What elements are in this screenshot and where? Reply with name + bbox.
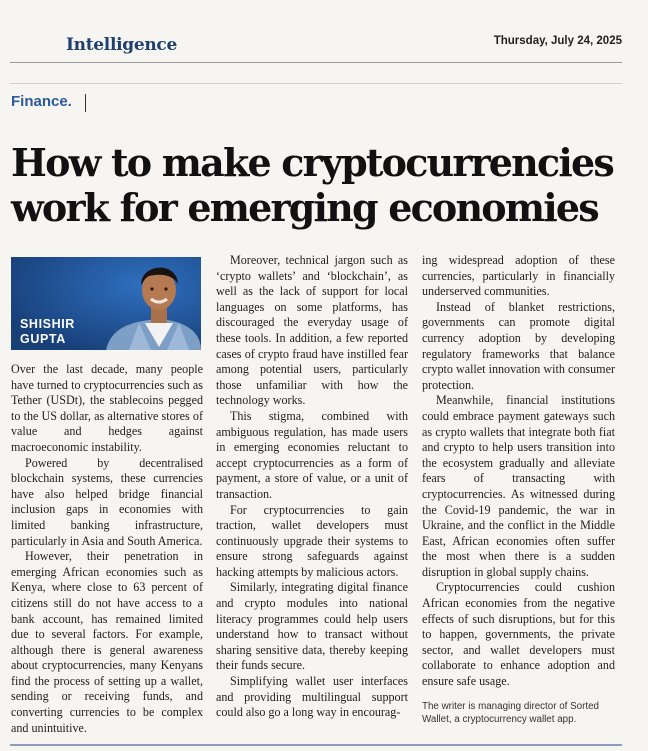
section-label: Finance. xyxy=(11,93,72,110)
author-credit: The writer is managing director of Sorted Wallet, a cryptocurrency wallet app. xyxy=(422,701,599,725)
paragraph: Moreover, technical jargon such as ‘crypto wallets’ and ‘blockchain’, as well as the lack of support for local languages on some platforms, has discouraged the everyday usage of these tools. In addition, a few reported cases of crypto fraud have instilled fear among potential users, particularly those unfamiliar with how the technology works. xyxy=(216,253,408,408)
paragraph: Similarly, integrating digital finance and crypto modules into national literacy programmes could help users understand how to transact without sharing sensitive data, thereby keeping their funds secure. xyxy=(216,580,408,673)
section-rule xyxy=(10,83,622,84)
masthead-rule xyxy=(10,62,622,63)
publication-brand: Intelligence xyxy=(66,35,177,55)
paragraph: This stigma, combined with ambiguous regulation, has made users in emerging economies reluctant to accept cryptocurrencies as a form of payment, a store of value, or a unit of transaction. xyxy=(216,408,408,501)
paragraph: ing widespread adoption of these currencies, particularly in financially underserved communities. xyxy=(422,253,615,299)
article-column-1 xyxy=(11,362,203,736)
paragraph: Simplifying wallet user interfaces and providing multilingual support could also go a long way in encourag- xyxy=(216,674,408,720)
author-name xyxy=(20,317,75,347)
section-divider xyxy=(85,94,86,112)
masthead xyxy=(0,0,648,62)
issue-date: Thursday, July 24, 2025 xyxy=(493,35,622,47)
page-bottom-rule xyxy=(10,744,622,746)
author-photo xyxy=(11,257,201,350)
author-last-name: GUPTA xyxy=(20,332,66,346)
paragraph: Meanwhile, financial institutions could embrace payment gateways such as crypto wallets that integrate both fiat and crypto to help users transition into the ecosystem gradually and alleviate fears of transacting with cryptocurrencies. As witnessed during the Covid-19 pandemic, the war in Ukraine, and the conflict in the Middle East, African economies often suffer the most when there is a sudden disruption in global supply chains. xyxy=(422,393,615,579)
article-column-3 xyxy=(422,253,615,690)
headline: How to make cryptocurrencies work for emerging economies xyxy=(11,140,613,230)
article-column-2 xyxy=(216,253,408,721)
paragraph: Cryptocurrencies could cushion African economies from the negative effects of such disruptions, but for this to happen, governments, the private sector, and wallet developers must collaborate to enhance adoption and ensure safe usage. xyxy=(422,580,615,689)
paragraph: Instead of blanket restrictions, governments can promote digital currency adoption by developing regulatory frameworks that balance crypto wallet innovation with consumer protection. xyxy=(422,299,615,392)
author-first-name: SHISHIR xyxy=(20,317,75,331)
paragraph: Powered by decentralised blockchain systems, these currencies have also helped bridge financial inclusion gaps in economies with limited banking infrastructure, particularly in Asia and South America. xyxy=(11,455,203,548)
paragraph: However, their penetration in emerging African economies such as Kenya, where close to 63 percent of citizens still do not have access to a bank account, has remained limited due to several factors. For example, although there is general awareness about cryptocurrencies, many Kenyans find the process of setting up a wallet, sending or receiving funds, and converting currencies to be complex and unintuitive. xyxy=(11,549,203,735)
paragraph: For cryptocurrencies to gain traction, wallet developers must continuously upgrade their systems to ensure strong safeguards against hacking attempts by malicious actors. xyxy=(216,502,408,579)
paragraph: Over the last decade, many people have turned to cryptocurrencies such as Tether (USDt), the stablecoins pegged to the US dollar, as alternative stores of value and hedges against macroeconomic instability. xyxy=(11,362,203,454)
